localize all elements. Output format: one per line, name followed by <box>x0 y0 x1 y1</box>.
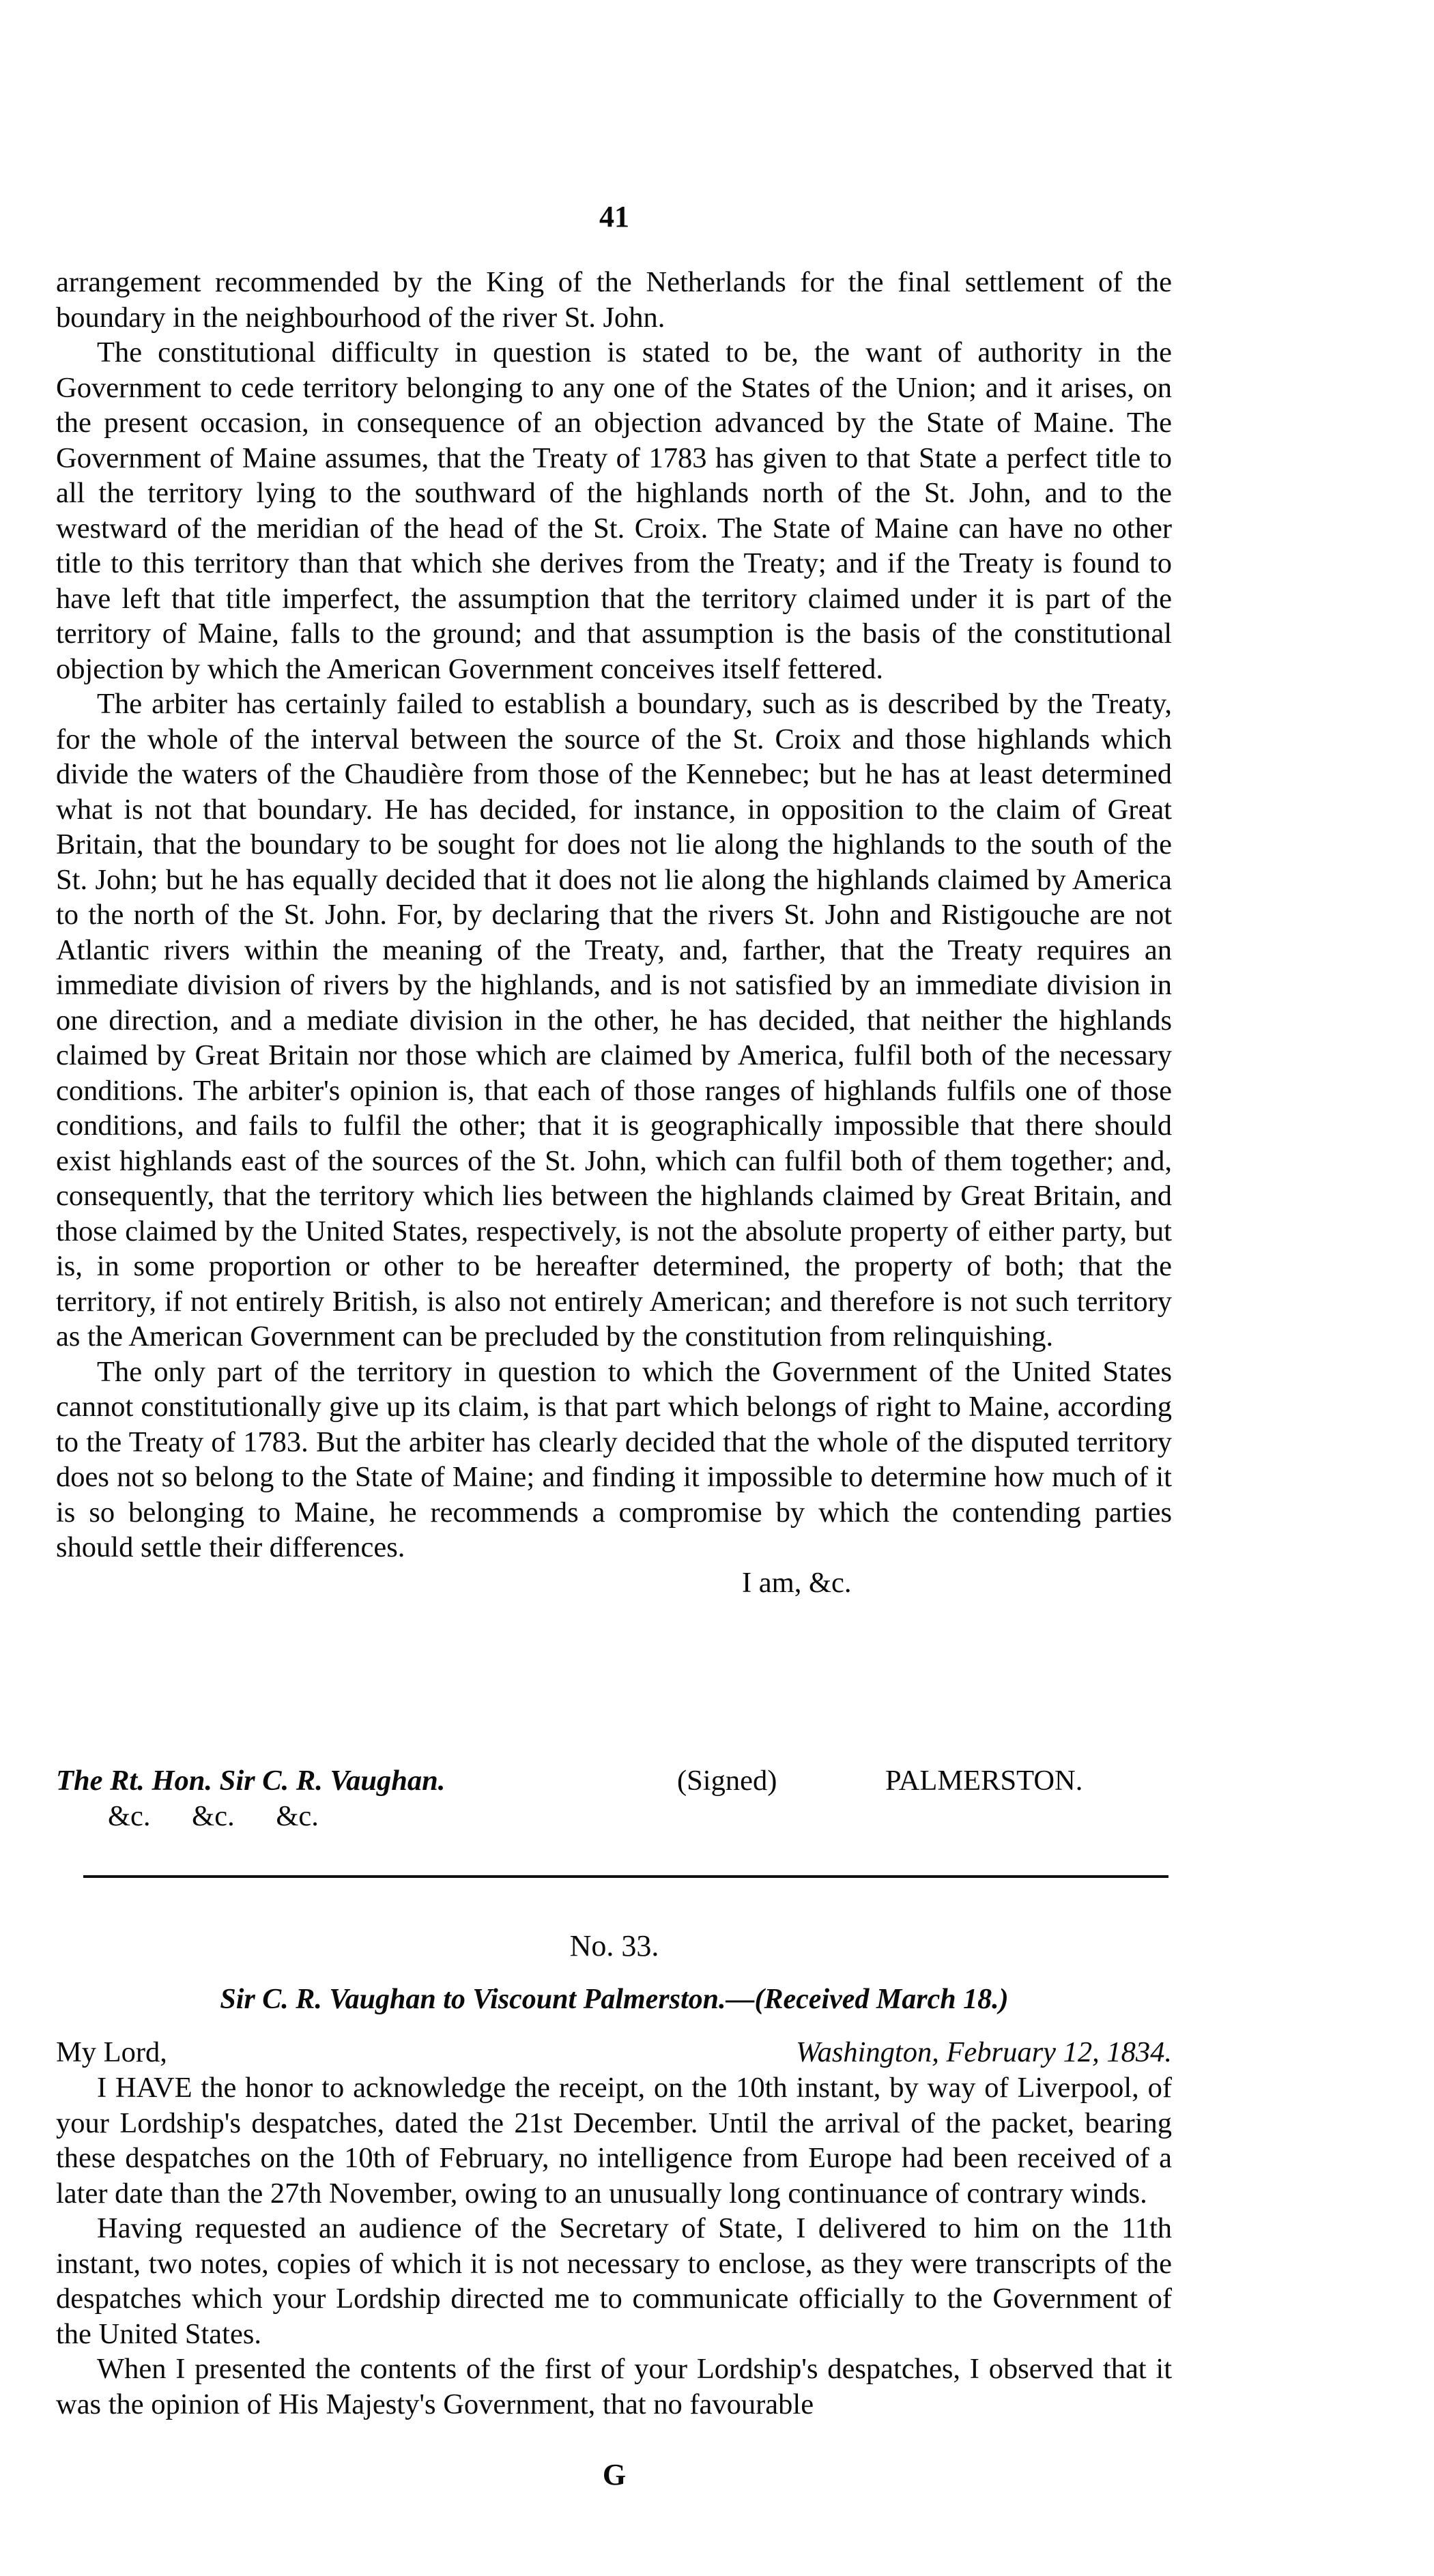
signed-label: (Signed) <box>677 1765 777 1797</box>
signature-mark: G <box>602 2458 627 2491</box>
paragraph: The constitutional difficulty in question is stated to be, the want of authority in the Government to cede territory belonging to any one of the States of the Union; and it arises, on the present occasion, in consequence of an objection advanced by the State of Maine. The Government of Maine assumes, that the Treaty of 1783 has given to that State a perfect title to all the territory lying to the southward of the highlands north of the St. John, and to the westward of the meridian of the head of the St. Croix. The State of Maine can have no other title to this territory than that which she derives from the Treaty; and if the Treaty is found to have left that title imperfect, the assumption that the territory claimed under it is part of the territory of Maine, falls to the ground; and that assumption is the basis of the constitutional objection by which the American Government conceives itself fettered. <box>56 336 1172 685</box>
addressee: The Rt. Hon. Sir C. R. Vaughan. <box>56 1765 446 1797</box>
paragraph: The arbiter has certainly failed to establish a boundary, such as is described by the Treaty, for the whole of the interval between the source of the St. Croix and those highlands which divide the waters of the Chaudière from those of the Kennebec; but he has at least determined what is not that boundary. He has decided, for instance, in opposition to the claim of Great Britain, that the boundary to be sought for does not lie along the highlands to the south of the St. John; but he has equally decided that it does not lie along the highlands claimed by America to the north of the St. John. For, by declaring that the rivers St. John and Ristigouche are not Atlantic rivers within the meaning of the Treaty, and, farther, that the Treaty requires an immediate division of rivers by the highlands, and is not satisfied by an immediate division in one direction, and a mediate division in the other, he has decided, that neither the highlands claimed by Great Britain nor those which are claimed by America, fulfil both of the necessary conditions. The arbiter's opinion is, that each of those ranges of highlands fulfils one of those conditions, and fails to fulfil the other; that it is geographically impossible that there should exist highlands east of the sources of the St. John, which can fulfil both of them together; and, consequently, that the territory which lies between the highlands claimed by Great Britain, and those claimed by the United States, respectively, is not the absolute property of either party, but is, in some proportion or other to be hereafter determined, the property of both; that the territory, if not entirely British, is also not entirely American; and therefore is not such territory as the American Government can be precluded by the constitution from relinquishing. <box>56 688 1172 1352</box>
letter-body-2 <box>56 2070 1172 2422</box>
salutation-row <box>56 2035 1172 2070</box>
page-number: 41 <box>599 200 629 233</box>
closing: I am, &c. <box>742 1566 852 1599</box>
salutation: My Lord, <box>56 2036 167 2068</box>
signatory: PALMERSTON. <box>885 1765 1083 1797</box>
letter-body <box>56 265 1172 1600</box>
paragraph: arrangement recommended by the King of the Netherlands for the final settlement of the boundary in the neighbourhood of the river St. John. <box>56 266 1172 334</box>
paragraph: I HAVE the honor to acknowledge the receipt, on the 10th instant, by way of Liverpool, of your Lordship's despatches, dated the 21st December. Until the arrival of the packet, bearing these despatches on the 10th of February, no intelligence from Europe had been received of a later date than the 27th November, owing to an unusually long continuance of contrary winds. <box>56 2072 1172 2210</box>
document-number: No. 33. <box>569 1929 659 1963</box>
document-heading: Sir C. R. Vaughan to Viscount Palmerston.—(Received March 18.) <box>220 1984 1009 2015</box>
etc-line: &c. &c. &c. <box>108 1800 319 1832</box>
place-date: Washington, February 12, 1834. <box>796 2036 1172 2068</box>
paragraph: When I presented the contents of the first of your Lordship's despatches, I observed that it was the opinion of His Majesty's Government, that no favourable <box>56 2353 1172 2420</box>
signature-block <box>56 1763 1172 1799</box>
paragraph: The only part of the territory in question to which the Government of the United States cannot constitutionally give up its claim, is that part which belongs of right to Maine, according to the Treaty of 1783. But the arbiter has clearly decided that the whole of the disputed territory does not so belong to the State of Maine; and finding it impossible to determine how much of it is so belonging to Maine, he recommends a compromise by which the contending parties should settle their differences. <box>56 1355 1172 1563</box>
paragraph: Having requested an audience of the Secretary of State, I delivered to him on the 11th instant, two notes, copies of which it is not necessary to enclose, as they were transcripts of the despatches which your Lordship directed me to communicate officially to the Government of the United States. <box>56 2212 1172 2350</box>
section-divider <box>83 1875 1168 1878</box>
